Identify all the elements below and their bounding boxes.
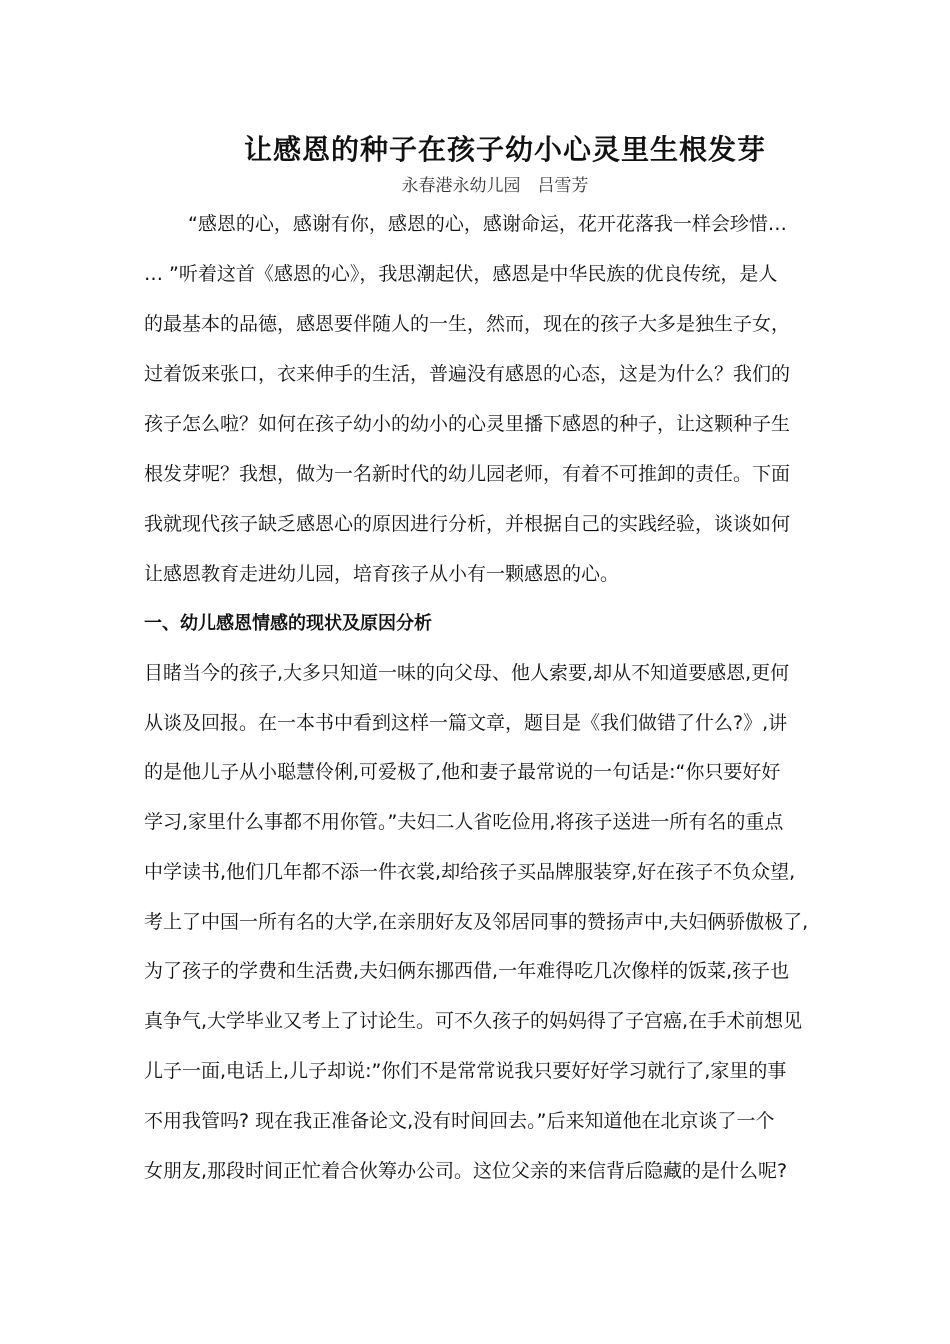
intro-line: 孩子怎么啦？如何在孩子幼小的幼小的心灵里播下感恩的种子，让这颗种子生: [144, 413, 791, 435]
body-line: 考上了中国一所有名的大学,在亲朋好友及邻居同事的赞扬声中,夫妇俩骄傲极了,: [144, 911, 809, 933]
body-line: 为了孩子的学费和生活费,夫妇俩东挪西借,一年难得吃几次像样的饭菜,孩子也: [144, 960, 790, 982]
document-title: [0, 132, 950, 168]
intro-line: … ”听着这首《感恩的心》，我思潮起伏，感恩是中华民族的优良传统，是人: [144, 263, 778, 285]
intro-line: 的最基本的品德，感恩要伴随人的一生，然而，现在的孩子大多是独生子女，: [144, 313, 791, 335]
body-line: 从谈及回报。在一本书中看到这样一篇文章，题目是《我们做错了什么?》,讲: [144, 712, 788, 734]
intro-line: “感恩的心，感谢有你，感恩的心，感谢命运，花开花落我一样会珍惜…: [188, 213, 787, 235]
body-line: 学习,家里什么事都不用你管。”夫妇二人省吃俭用,将孩子送进一所有名的重点: [144, 811, 784, 833]
author-byline-text: 永春港永幼儿园 吕雪芳: [401, 176, 589, 196]
author-byline: [0, 174, 950, 198]
intro-line: 我就现代孩子缺乏感恩心的原因进行分析，并根据自己的实践经验，谈谈如何: [144, 513, 791, 535]
intro-line: 过着饭来张口，衣来伸手的生活，普遍没有感恩的心态，这是为什么？我们的: [144, 363, 791, 385]
body-line: 中学读书,他们几年都不添一件衣裳,却给孩子买品牌服装穿,好在孩子不负众望,: [144, 861, 796, 883]
intro-line: 让感恩教育走进幼儿园，培育孩子从小有一颗感恩的心。: [144, 563, 620, 585]
body-line: 女朋友,那段时间正忙着合伙筹办公司。这位父亲的来信背后隐藏的是什么呢?: [144, 1160, 788, 1182]
body-line: 的是他儿子从小聪慧伶俐,可爱极了,他和妻子最常说的一句话是:“你只要好好: [144, 761, 781, 783]
body-line: 儿子一面,电话上,儿子却说:”你们不是常常说我只要好好学习就行了,家里的事: [144, 1060, 787, 1082]
body-line: 真争气,大学毕业又考上了讨论生。可不久孩子的妈妈得了子宫癌,在手术前想见: [144, 1010, 803, 1032]
document-title-text: 让感恩的种子在孩子幼小心灵里生根发芽: [243, 133, 766, 166]
intro-line: 根发芽呢？我想，做为一名新时代的幼儿园老师，有着不可推卸的责任。下面: [144, 463, 791, 485]
body-line: 目睹当今的孩子,大多只知道一味的向父母、他人索要,却从不知道要感恩,更何: [144, 662, 790, 684]
body-line: 不用我管吗? 现在我正准备论文,没有时间回去。”后来知道他在北京谈了一个: [144, 1110, 775, 1132]
section-heading: 一、幼儿感恩情感的现状及原因分析: [144, 613, 432, 634]
